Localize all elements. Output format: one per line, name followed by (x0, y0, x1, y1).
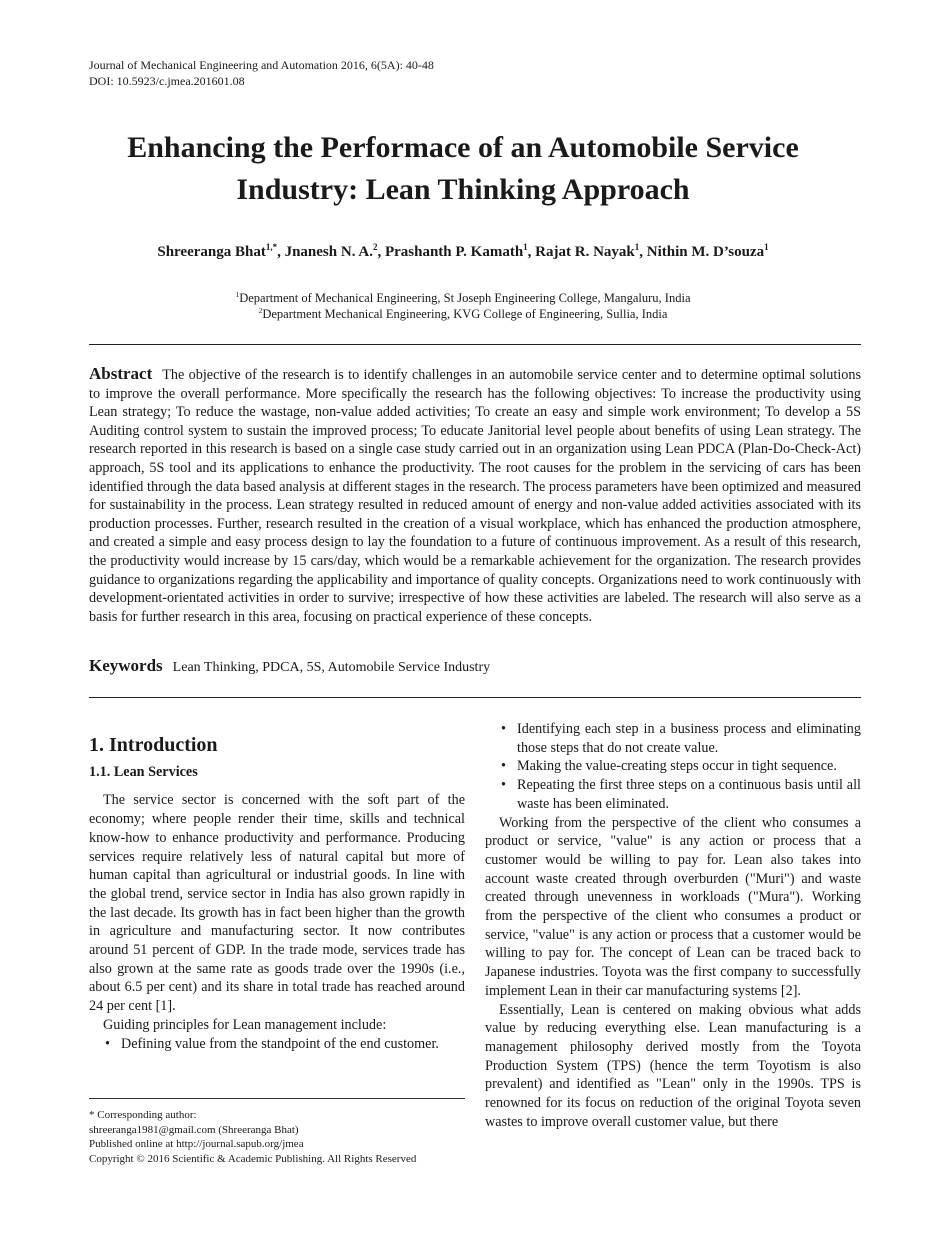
abstract-text: The objective of the research is to identify challenges in an automobile service center and to determine optimal solutions to improve the overall performance. More specifically the research has the following objectives: To increase the productivity using Lean strategy; To reduce the wastage, non-value added activities; To create an easy and simple work environment; To develop a 5S Auditing control system to sustain the improved process; To educate Janitorial level people about benefits of using Lean strategy. The research reported in this research is based on a single case study carried out in an organization using Lean PDCA (Plan-Do-Check-Act) approach, 5S tool and its applications to enhance the productivity. The root causes for the problem in the servicing of cars has been identified through the data based analysis at different stages in the research. The process parameters have been optimized and measured for sustainability in the process. Lean strategy resulted in reduced amount of energy and non-value added activities associated with its production processes. Further, research resulted in the creation of a visual workplace, which has enhanced the production atmosphere, and created a simple and easy process design to lay the foundation to a future of continuous improvement. As a result of this research, the productivity would increase by 15 cars/day, which would be a remarkable achievement for the organization. The research provides guidance to organizations regarding the applicability and importance of quality concepts. Organizations need to work continuously with development-orientated activities in order to survive; irrespective of how these activities are labeled. The research will also serve as a basis for further research in this area, focusing on practical experience of these concepts. (89, 367, 861, 625)
affiliations (40, 290, 886, 322)
paper-title (60, 127, 866, 211)
journal-header (89, 57, 434, 89)
left-column (89, 720, 465, 1053)
author: Jnanesh N. A.$^2$, (284, 242, 385, 260)
footnote-divider (89, 1098, 465, 1099)
title-line-2: Industry: Lean Thinking Approach (236, 173, 690, 206)
title-line-1: Enhancing the Performace of an Automobile Service (127, 131, 799, 164)
divider-bottom (89, 697, 861, 698)
affiliation: $^2$Department Mechanical Engineering, KVG College of Engineering, Sullia, India (258, 305, 668, 321)
list-item: • Making the value-creating steps occur in tight sequence. (485, 757, 861, 776)
author-list (40, 244, 886, 261)
footnote-email: shreeranga1981@gmail.com (Shreeranga Bhat) (89, 1123, 299, 1136)
list-item: • Identifying each step in a business process and eliminating those steps that do not create value. (485, 720, 861, 757)
right-column (485, 720, 861, 1131)
affiliation: $^1$Department of Mechanical Engineering, St Joseph Engineering College, Mangaluru, India (235, 289, 691, 305)
bullet-list (485, 720, 861, 814)
author: Nithin M. D’souza$^1$ (646, 242, 769, 260)
paragraph: Guiding principles for Lean management include: (103, 1016, 387, 1033)
doi: DOI: 10.5923/c.jmea.201601.08 (89, 74, 245, 88)
author: Prashanth P. Kamath$^1$, (384, 242, 536, 260)
section-title: 1. Introduction (89, 734, 218, 756)
journal-citation: Journal of Mechanical Engineering and Automation 2016, 6(5A): 40-48 (89, 58, 434, 72)
keywords (89, 656, 861, 676)
list-item: • Repeating the first three steps on a continuous basis until all waste has been eliminated. (485, 776, 861, 813)
abstract-label: Abstract (89, 364, 153, 383)
keywords-label: Keywords (89, 656, 163, 675)
footnote-copyright: Copyright © 2016 Scientific & Academic Publishing. All Rights Reserved (89, 1152, 417, 1165)
footnote-corresponding: * Corresponding author: (89, 1109, 197, 1121)
paragraph: Working from the perspective of the client who consumes a product or service, "value" is any action or process that a customer would be willing to pay for. Lean also takes into account waste created through overburden ("Muri") and waste created through unevenness in workloads ("Mura"). Working from the perspective of the client who consumes a product or service, "value" is any action or process that a customer would be willing to pay for. The concept of Lean can be traced back to Japanese industries. Toyota was the first company to successfully implement Lean in their car manufacturing systems [2]. (485, 814, 861, 999)
subsection-title: 1.1. Lean Services (89, 763, 198, 780)
paragraph: Essentially, Lean is centered on making obvious what adds value by reducing everything else. Lean manufacturing is a management philosophy derived mostly from the Toyota Production System (TPS) (hence the term Toyotism is also prevalent) and identified as "Lean" only in the 1990s. TPS is renowned for its focus on reduction of the original Toyota seven wastes to improve overall customer value, but there (485, 1001, 861, 1130)
footnote-published: Published online at http://journal.sapub.org/jmea (89, 1138, 304, 1151)
list-item: • Defining value from the standpoint of the end customer. (89, 1035, 465, 1054)
divider-top (89, 344, 861, 345)
footnotes (89, 1108, 489, 1166)
author: Shreeranga Bhat$^{1,*}$, (157, 242, 285, 260)
author: Rajat R. Nayak$^1$, (535, 242, 647, 260)
abstract (89, 365, 861, 626)
bullet-list (89, 1035, 465, 1054)
paragraph: The service sector is concerned with the soft part of the economy; where people render their time, skills and technical know-how to enhance productivity and performance. Producing services require relatively less of natural capital but more of human capital than agricultural or industrial goods. In line with the global trend, service sector in India has also grown rapidly in the last decade. Its growth has in fact been higher than the growth in agriculture and manufacturing sector. It now contributes around 51 percent of GDP. In the trade mode, services trade has also grown at the same rate as goods trade over the 1990s (i.e., about 6.5 per cent) and its share in total trade has reached around 24 per cent [1]. (89, 792, 465, 1015)
keywords-text: Lean Thinking, PDCA, 5S, Automobile Service Industry (172, 660, 491, 675)
